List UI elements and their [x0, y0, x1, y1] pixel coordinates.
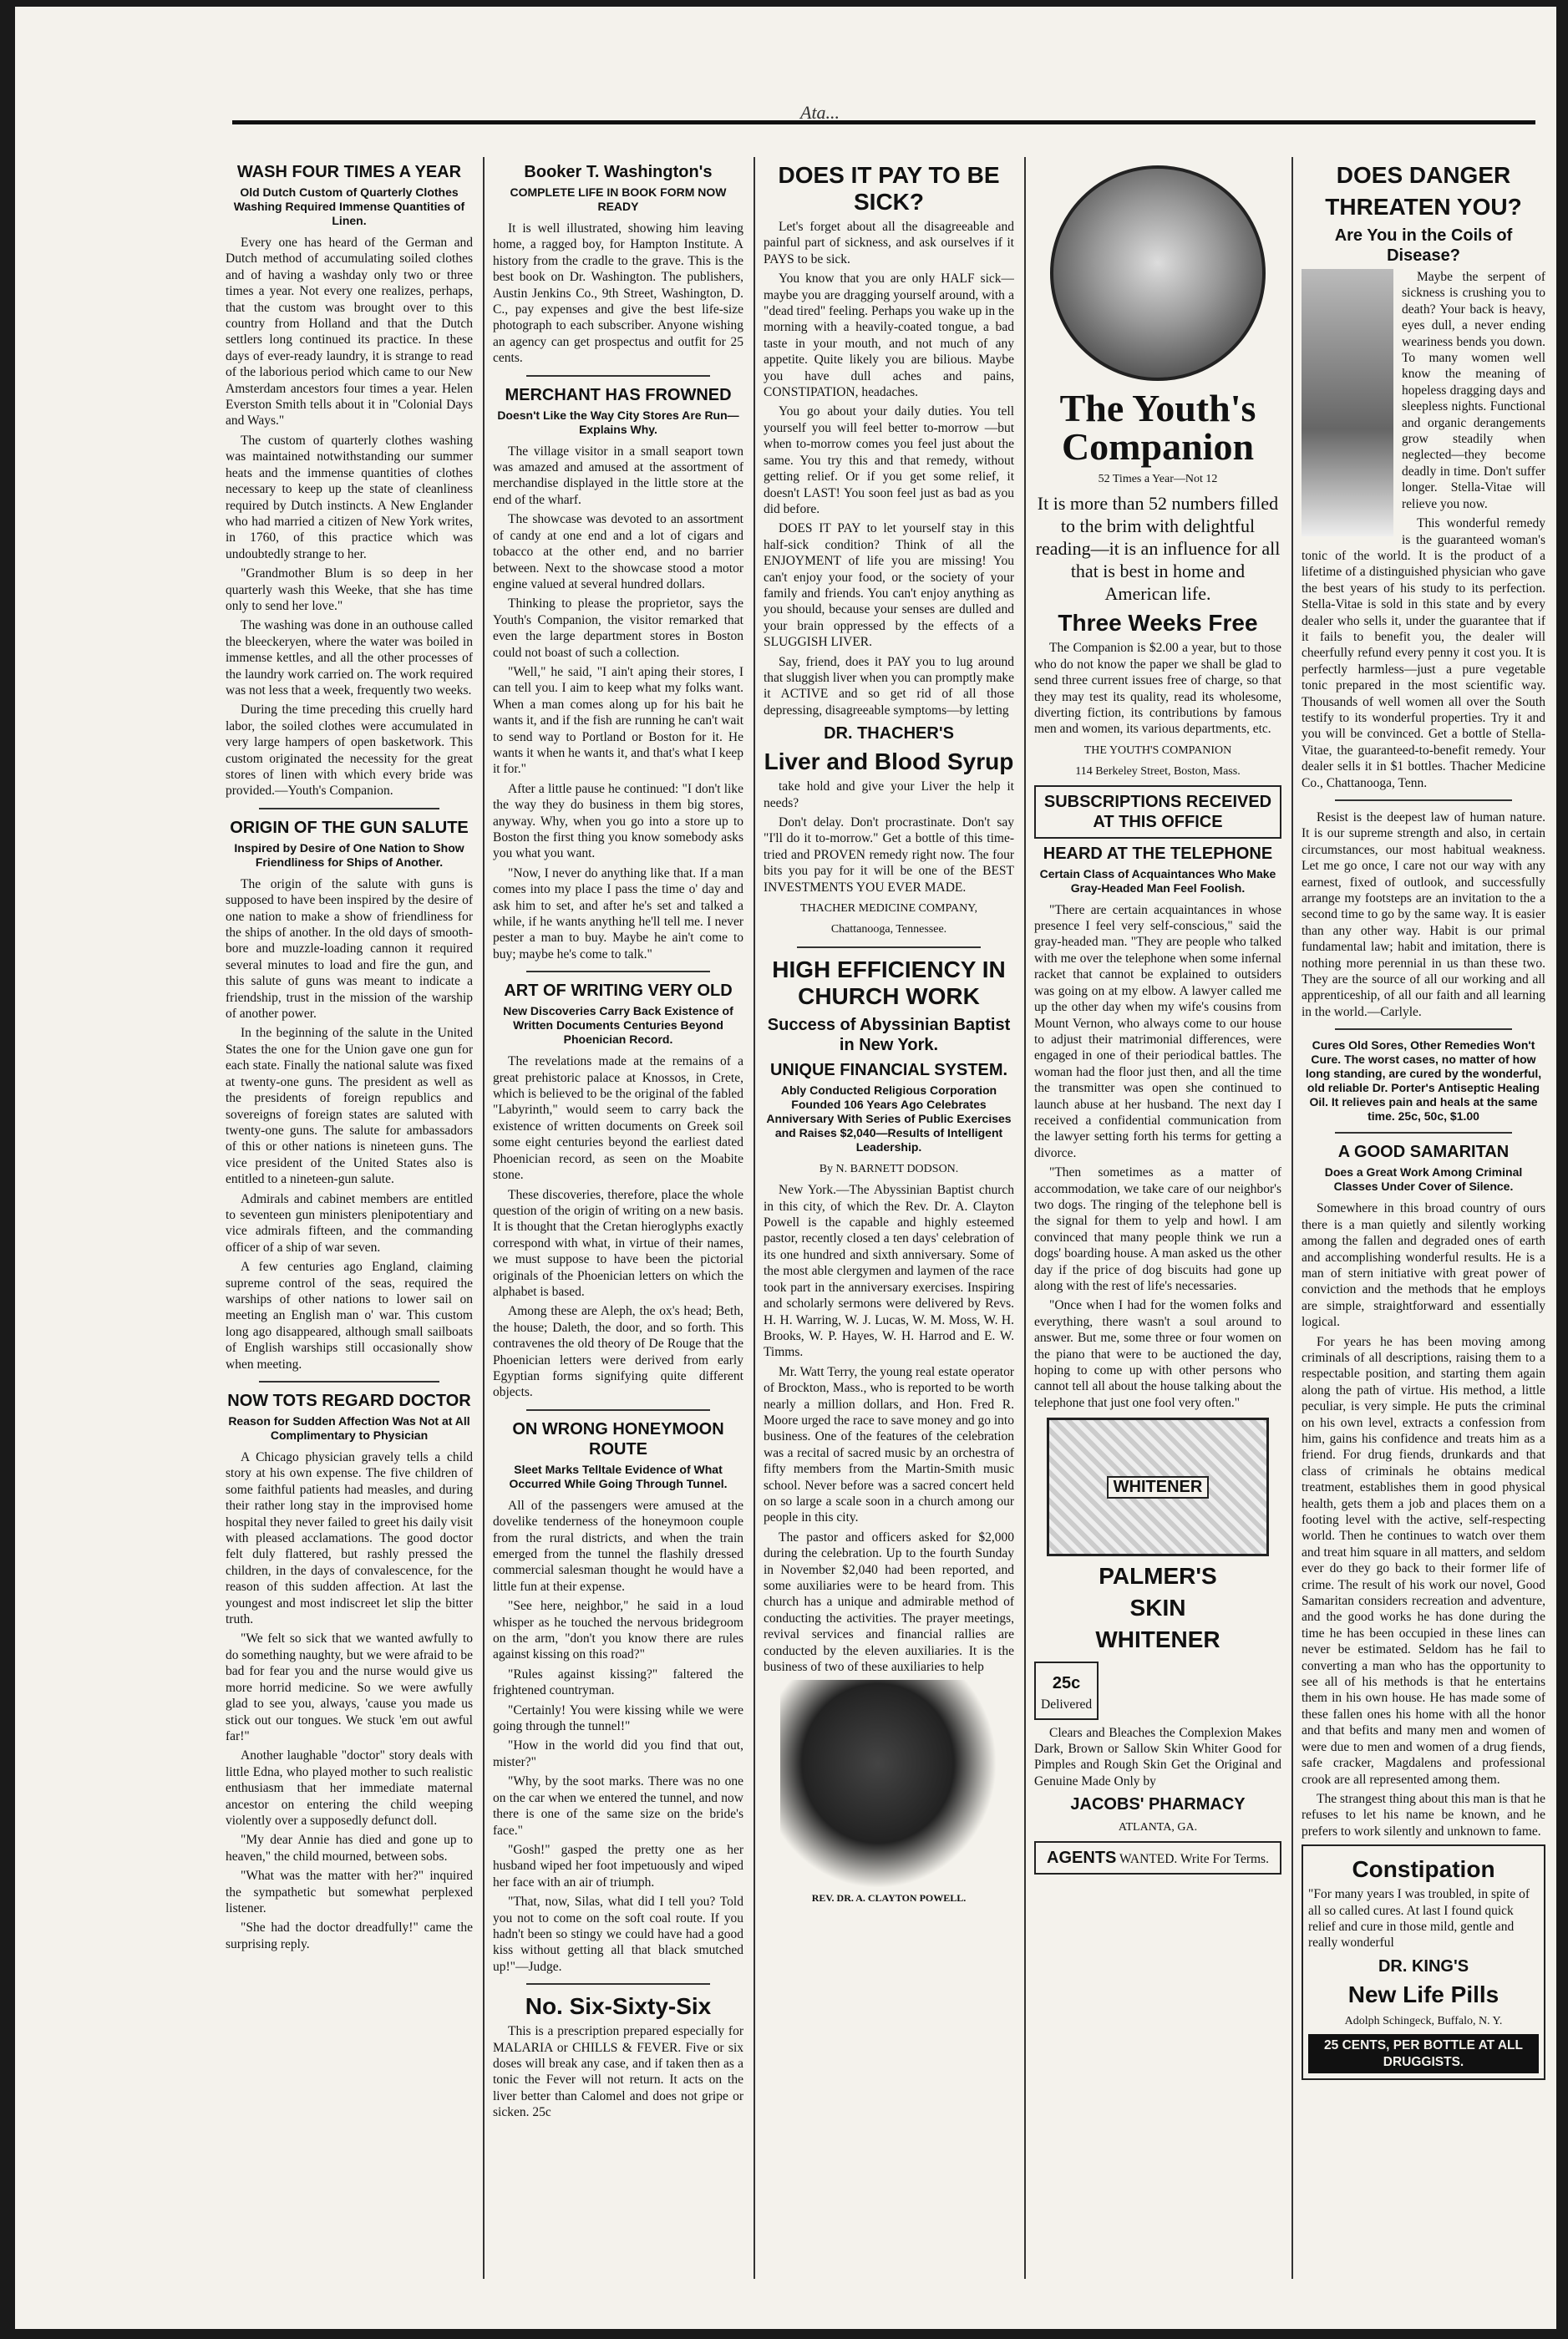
paragraph: "For many years I was troubled, in spite of all so called cures. At last I found quick relief and cure in those mild, gentle and really wonderful — [1308, 1887, 1530, 1951]
byline: By N. BARNETT DODSON. — [819, 1162, 959, 1175]
address: 114 Berkeley Street, Boston, Mass. — [1075, 765, 1241, 779]
paragraph: "We felt so sick that we wanted awfully to do something naughty, but we were afraid to be bad for fear you and the nurse would give us more horrid medicine. So we were awfully glad to see you, always, 'cause you made us stick out our tongues. We stuck 'em out awful far!" — [226, 1631, 473, 1743]
paragraph: DOES IT PAY to let yourself stay in this half-sick condition? Think of all the ENJOYMENT of life you are missing! You can't enjoy your food, or the society of your family and friends. You can't enjoy anything as you should, because your senses are dulled and your brain oppressed by the effects of a SLUGGISH LIVER. — [764, 521, 1014, 650]
paragraph: "That, now, Silas, what did I tell you? Told you not to come on the soft coal route. If you hadn't been so stingy we could have had a good kiss without getting all that black smutched up!"—Judge. — [493, 1895, 743, 1974]
paragraph: Another laughable "doctor" story deals with little Edna, who played mother to such realistic enthusiasm that her immediate maternal ancestor on entering the child weeping violently over a supposedly defunct doll. — [226, 1748, 473, 1828]
paragraph: For years he has been moving among criminals of all descriptions, raising them to a respectable position, and starting them again along the path of virtue. His method, a little peculiar, is very simple. He puts the criminal on his own level, extracts a confession from him, gains his confidence and treats him as a friend. For drug fiends, drunkards and that class of criminals he obtains medical treatment, establishes them in good physical health, gets them a job and places them on a footing level with the active, self-respecting world. Then he continues to watch over them and treat him square in all matters, and seldom ever do they go back to their former life of crime. The result of his work our novel, Good Samaritan considers recreation and adventure, and the good works he has done during the time he has been occupied in these lines can never be estimated. Seldom has he fail to converting a man who has the opportunity to see all of his methods is that he entertains them in his own house. He has made some of these fallen ones his home with all the honor and that befits and many men and women of were due to men and women of a drug fiends, safe cracker, Magdalens and professional crook are all represented among them. — [1302, 1334, 1545, 1787]
subhead-doctor: Reason for Sudden Affection Was Not at All Complimentary to Physician — [228, 1414, 470, 1442]
paragraph: "Why, by the soot marks. There was no one on the car when we entered the tunnel, and now there is one of the same size on the bride's face." — [493, 1774, 743, 1838]
subhead-coils: Are You in the Coils of Disease? — [1334, 226, 1513, 265]
paragraph: Maybe the serpent of sickness is crushing you to death? Your back is heavy, eyes dull, a never ending weariness bends you down. To many women well know the meaning of hopeless dragging days and sleepless nights. Functional and organic derangements grow steadily when neglected—they become deadly in time. Don't suffer longer. Stella-Vitae will relieve you now. — [1402, 270, 1545, 511]
headline-writing: ART OF WRITING VERY OLD — [504, 982, 733, 1001]
column-4 — [1034, 157, 1281, 2279]
divider — [259, 808, 439, 809]
testimonial-author: Adolph Schingeck, Buffalo, N. Y. — [1344, 2014, 1503, 2027]
headline-does-it-pay: DOES IT PAY TO BE SICK? — [778, 162, 1000, 215]
paragraph: Don't delay. Don't procrastinate. Don't say "I'll do it to-morrow." Get a bottle of this time-tried and PROVEN remedy right now. The four bits you pay for it will be one of the BEST INVESTMENTS YOU EVER MADE. — [764, 815, 1014, 895]
paragraph: Say, friend, does it PAY you to lug around that sluggish liver when you can promptly make it ACTIVE and so get rid of all those depressing, disagreeable symptoms—by letting — [764, 654, 1014, 718]
subhead-writing: New Discoveries Carry Back Existence of Written Documents Centuries Beyond Phoenician Record. — [503, 1004, 733, 1047]
brand-whitener: WHITENER — [1095, 1626, 1220, 1653]
paragraph: All of the passengers were amused at the dovelike tenderness of the honeymoon couple from the rural districts, and when the train emerged from the tunnel the flashily dressed commercial salesman thought he would have a little fun at their expense. — [493, 1498, 743, 1594]
write: Write For Terms. — [1180, 1851, 1269, 1866]
paragraph: "Grandmother Blum is so deep in her quarterly wash this Weeke, that she has time only to send her love." — [226, 566, 473, 613]
paragraph: The revelations made at the remains of a great prehistoric palace at Knossos, in Crete, which is believed to be the original of the fabled "Labyrinth," would seem to carry back the existence of written documents on Greek soil some eight centuries beyond the earliest dated Phoenician record, as seen on the Moabite stone. — [493, 1054, 743, 1183]
column-2 — [493, 157, 743, 2279]
paragraph: In the beginning of the salute in the United States the one for the Union gave one gun for each state. Finally the national salute was fixed at twenty-one guns. The president as well as the presidents of foreign republics and sovereigns of foreign states are saluted with twenty-one guns. The salute for ambassadors of this or other nations is nineteen guns. The vice president of the United States also is entitled to a nineteen-gun salute. — [226, 1026, 473, 1187]
agents-box — [1034, 1841, 1281, 1875]
paragraph: A few centuries ago England, claiming supreme control of the seas, required the warships of other nations to lower sail on meeting an English man o' war. This custom long ago disappeared, although small sailboats of English warships still occasionally show when meeting. — [226, 1260, 473, 1372]
paragraph: New York.—The Abyssinian Baptist church in this city, of which the Rev. Dr. A. Clayton Powell is the capable and highly esteemed pastor, recently closed a ten days' celebration of its one hundred and sixth anniversary. Some of the most able clergymen and laymen of the race took part in the anniversary exercises. Inspiring and scholarly sermons were delivered by Revs. H. H. Warring, W. J. Lucas, W. M. Moss, W. H. Brooks, W. P. Hayes, W. H. Harrod and E. W. Timms. — [764, 1183, 1014, 1360]
column-rule — [1024, 157, 1026, 2279]
headline-666: No. Six-Sixty-Six — [525, 1993, 712, 2020]
paragraph: Mr. Watt Terry, the young real estate operator of Brockton, Mass., who is reported to be worth nearly a million dollars, and Hon. Fred R. Moore urged the race to save money and go into business. One of the features of the celebration was a recital of sacred music by an orchestra of fifty members from the Martin-Smith music school. Never before was a sacred concert held on so large a scale soon in a church among our people in this city. — [764, 1364, 1014, 1525]
paragraph: This is a prescription prepared especially for MALARIA or CHILLS & FEVER. Five or six doses will break any case, and if taken then as a tonic the Fever will not return. It acts on the liver better than Calomel and does not gripe or sicken. 25c — [493, 2024, 743, 2120]
paragraph: "There are certain acquaintances in whose presence I feel very self-conscious," said the gray-headed man. "They are people who talked with me over the telephone when some infernal racket that cannot be explained to outsiders was going on at my elbow. A lawyer called me up the other day when my wife's cousins from Mount Vernon, who always come to our house to adjust their matrimonial differences, were engaged in one of their periodical battles. The woman had the floor just then, and all the time the transmitter was open she continued to launch abuse at her husband. The next day I received a confidential communication from the lawyer setting forth his terms for getting a divorce. — [1034, 902, 1281, 1160]
paragraph: Let's forget about all the disagreeable and painful part of sickness, and ask ourselves if it PAYS to be sick. — [764, 220, 1014, 266]
paragraph: "My dear Annie has died and gone up to heaven," the child mourned, between sobs. — [226, 1833, 473, 1864]
city: ATLANTA, GA. — [1118, 1821, 1198, 1834]
headline-samaritan: A GOOD SAMARITAN — [1337, 1143, 1510, 1162]
paragraph: "Gosh!" gasped the pretty one as her husband wiped her foot impetuously and wiped her face with an air of triumph. — [493, 1842, 743, 1890]
wanted: WANTED. — [1119, 1851, 1178, 1866]
paragraph: "Well," he said, "I ain't aping their stores, I can tell you. I aim to keep what my folks want. When a man comes along up for his bait he wants it, and if the fish are running he can't wait to send way to Portland or Boston for it. He wants it when he wants it, and that's what I keep it for." — [493, 664, 743, 777]
subhead-telephone: Certain Class of Acquaintances Who Make Gray-Headed Man Feel Foolish. — [1039, 866, 1276, 895]
column-1 — [226, 157, 473, 2279]
deck-financial: UNIQUE FINANCIAL SYSTEM. — [769, 1060, 1008, 1079]
column-3 — [764, 157, 1014, 2279]
subhead-samaritan: Does a Great Work Among Criminal Classes Under Cover of Silence. — [1324, 1165, 1523, 1194]
paragraph: "See here, neighbor," he said in a loud whisper as he touched the nervous bridegroom on the arm, "don't you know there are rules against kissing on this road?" — [493, 1599, 743, 1662]
brand-dr-kings: DR. KING'S — [1378, 1956, 1469, 1976]
headline-telephone: HEARD AT THE TELEPHONE — [1043, 844, 1273, 863]
paragraph: Among these are Aleph, the ox's head; Beth, the house; Daleth, the door, and so forth. This contravenes the old theory of De Rouge that the Phoenician letters were derived from early Egyptian forms signifying quite different objects. — [493, 1304, 743, 1400]
paragraph: The origin of the salute with guns is supposed to have been inspired by the desire of one nation to make a show of friendliness for the ships of another. In the old days of smooth-bore and muzzle-loading cannon it required several minutes to load and fire the gun, and this salute of guns was meant to indicate a friendship, trust in the mission of the warship of another power. — [226, 876, 473, 1022]
paragraph: take hold and give your Liver the help it needs? — [764, 779, 1014, 810]
brand-skin: SKIN — [1129, 1595, 1186, 1621]
paragraph: "How in the world did you find that out, mister?" — [493, 1738, 743, 1769]
price-band: 25 CENTS, PER BOTTLE AT ALL DRUGGISTS. — [1308, 2034, 1539, 2073]
paragraph: The custom of quarterly clothes washing was maintained notwithstanding our summer heats and the immense quantities of clothes necessary to keep up the state of cleanliness required by Dutch instincts. A New Englander who had married a citizen of New York writes, in 1760, of this practice which was undoubtedly strange to her. — [226, 433, 473, 561]
portrait-caption: REV. DR. A. CLAYTON POWELL. — [811, 1892, 967, 1905]
maker: THACHER MEDICINE COMPANY, — [800, 902, 977, 916]
paragraph: "Now, I never do anything like that. If a man comes into my place I pass the time o' day and ask him to set, and after he's set and talked a while, if he wants anything he'll tell me. I never pester a man to buy. Maybe he ain't come to buy; maybe he's come to talk." — [493, 865, 743, 961]
newspaper-page — [15, 7, 1556, 2329]
subhead-wash: Old Dutch Custom of Quarterly Clothes Washing Required Immense Quantities of Linen. — [233, 185, 465, 227]
column-5 — [1302, 157, 1545, 2279]
paragraph: The village visitor in a small seaport town was amazed and amused at the assortment of merchandise displayed in the little store at the end of the wharf. — [493, 444, 743, 507]
headline-danger-2: THREATEN YOU? — [1325, 194, 1522, 220]
brand-liver-syrup: Liver and Blood Syrup — [764, 748, 1014, 775]
paragraph: These discoveries, therefore, place the whole question of the origin of writing on a new basis. It is thought that the Cretan hieroglyphs exactly correspond with what, in virtue of their names, we must suppose to have been the pictorial originals of the Phoenician letters on which the alphabet is based. — [493, 1187, 743, 1299]
deck-abyssinian: Success of Abyssinian Baptist in New York. — [767, 1015, 1011, 1054]
brand-companion: Companion — [1061, 425, 1255, 468]
paragraph: The Companion is $2.00 a year, but to those who do not know the paper we shall be glad to send three current issues free of charge, so that they may test its quality, read its wholesome, diverting fiction, its contributions by famous men and women, its various departments, etc. — [1034, 641, 1281, 737]
divider — [526, 1983, 710, 1985]
paragraph: Thinking to please the proprietor, says the Youth's Companion, the visitor remarked that even the large department stores in Boston could not boast of such a collection. — [493, 596, 743, 660]
masthead-rule — [232, 102, 1535, 124]
paragraph: A Chicago physician gravely tells a child story at his own expense. The five children of some faithful patients had measles, and during their rather long stay in the improvised home hospital they never failed to greet his daily visit with pleased acclamations. The good doctor felt duly flattered, but rashly pressed the children, in the days of convalescence, for the reason of this sudden affection. At last the youngest and most indiscreet let slip the bitter truth. — [226, 1450, 473, 1627]
subhead-booker: COMPLETE LIFE IN BOOK FORM NOW READY — [510, 185, 727, 213]
divider — [797, 946, 981, 948]
paragraph: The washing was done in an outhouse called the bleeckeryen, where the water was boiled in immense kettles, and all the other processes of the laundry work carried on. The work required was not less that a week, frequently two weeks. — [226, 618, 473, 698]
constipation-ad — [1302, 1844, 1545, 2080]
paragraph: "Once when I had for the women folks and everything, there wasn't a soul around to answer. But me, some three or four women on the piano that were to be auctioned the day, hoping to come up with other persons who cannot tell all about the house talking about the telephone that just one fool very often." — [1034, 1298, 1281, 1410]
city: Chattanooga, Tennessee. — [830, 923, 947, 936]
headline-danger-1: DOES DANGER — [1336, 162, 1511, 188]
subhead-church: Ably Conducted Religious Corporation Founded 106 Years Ago Celebrates Anniversary With Series of Public Exercises and Raises $2,040—Results of Intelligent Leadership. — [766, 1083, 1012, 1154]
headline-gun-salute: ORIGIN OF THE GUN SALUTE — [230, 818, 469, 837]
brand-youths: The Youth's — [1059, 387, 1256, 429]
paragraph: The pastor and officers asked for $2,000 during the celebration. Up to the fourth Sunday in November $2,040 had been reported, and some auxiliaries were to be heard from. This church has a unique and admirable method of conducting the activities. The prayer meetings, revival services and financial rallies are conducted by the eleven auxiliaries. It is the business of two of these auxiliaries to help — [764, 1530, 1014, 1675]
column-rule — [1291, 157, 1293, 2279]
column-rule — [754, 157, 755, 2279]
divider — [1335, 1028, 1512, 1030]
publisher: THE YOUTH'S COMPANION — [1083, 743, 1232, 757]
column-rule — [483, 157, 485, 2279]
paragraph: "Certainly! You were kissing while we were going through the tunnel!" — [493, 1702, 743, 1734]
paragraph: The showcase was devoted to an assortment of candy at one end and a lot of cigars and tobacco at the other end, and no barrier between. Next to the showcase stood a motor engine valued at several hundred dollars. — [493, 512, 743, 591]
box-label: WHITENER — [1107, 1476, 1210, 1499]
paragraph: "She had the doctor dreadfully!" came the surprising reply. — [226, 1920, 473, 1951]
paragraph: You go about your daily duties. You tell yourself you will feel better to-morrow —but when to-morrow comes you feel just about the same. You try this and that remedy, without getting relief. Or if you get some relief, it doesn't LAST! You soon feel just as bad as you did before. — [764, 404, 1014, 516]
agents: AGENTS — [1047, 1848, 1117, 1867]
divider — [1335, 1132, 1512, 1134]
divider — [526, 375, 710, 377]
paragraph: During the time preceding this cruelly hard labor, the soiled clothes were accumulated in very large hampers of open basketwork. This custom originated the necessity for the great stores of linen with which every bride was provided.—Youth's Companion. — [226, 703, 473, 799]
angel-illustration-image — [1302, 269, 1393, 536]
price-box — [1034, 1662, 1099, 1719]
portrait-image — [780, 1680, 997, 1889]
divider — [526, 971, 710, 972]
paragraph: You know that you are only HALF sick—maybe you are dragging yourself around, with a "dead tired" feeling. Perhaps you wake up in the morning with a heavily-coated tongue, a bad taste in your mouth, and not much of any appetite. Quite likely you are bilious. Maybe you have dull aches and pains, CONSTIPATION, headaches. — [764, 271, 1014, 400]
divider — [1335, 799, 1512, 801]
divider — [526, 1409, 710, 1411]
subhead-merchant: Doesn't Like the Way City Stores Are Run—Explains Why. — [497, 408, 739, 436]
subscriptions-box: SUBSCRIPTIONS RECEIVED AT THIS OFFICE — [1034, 785, 1281, 839]
headline-doctor: NOW TOTS REGARD DOCTOR — [227, 1392, 471, 1410]
offer: Three Weeks Free — [1058, 610, 1258, 637]
masthead-scrawl: Ata... — [800, 102, 840, 123]
divider — [259, 1381, 439, 1383]
paragraph: Resist is the deepest law of human nature. It is our supreme strength and also, in certain circumstances, our most habitual weakness. Let me go once, I care not our way with any earnest, fixed of outlook, and successfully arrange my footsteps are an invitation to the a second time to go by the same way. It is easier than any other way. Habit is our primal fundamental law; habit and imitation, there is nothing more perennial in us than these two. They are the source of all our working and all apprenticeship, of all our faith and all learning in the world.—Carlyle. — [1302, 810, 1545, 1019]
paragraph: This wonderful remedy is the guaranteed woman's tonic of the world. It is the product of a lifetime of a distinguished physician who gave the best years of his study to its perfection. Stella-Vitae is sold in this state and by every dealer who sells it, under the guarantee that if it fails to benefit you, the dealer will cheerfully refund every penny it cost you. It is perfectly harmless—just a pure vegetable tonic prepared in the most scientific way. Thousands of well women all over the South testify to its wonderful properties. Try it and you will be convinced. Get a bottle of Stella-Vitae, the guaranteed-to-benefit remedy. Your dealer sells it in $1 bottles. Thacher Medicine Co., Chattanooga, Tenn. — [1302, 516, 1545, 790]
subhead-honeymoon: Sleet Marks Telltale Evidence of What Occurred While Going Through Tunnel. — [509, 1462, 728, 1490]
porter-oil-ad: Cures Old Sores, Other Remedies Won't Cure. The worst cases, no matter of how long standing, are cured by the wonderful, old reliable Dr. Porter's Antiseptic Healing Oil. It relieves pain and heals at the same time. 25c, 50c, $1.00 — [1305, 1038, 1542, 1124]
price: 25c — [1052, 1674, 1081, 1693]
headline-church: HIGH EFFICIENCY IN CHURCH WORK — [772, 956, 1006, 1009]
price-note: Delivered — [1041, 1697, 1093, 1712]
maker: JACOBS' PHARMACY — [1070, 1795, 1246, 1814]
paragraph: The strangest thing about this man is that he refuses to let his name be known, and he prefers to work silently and unknown to fame. — [1302, 1791, 1545, 1839]
paragraph: It is well illustrated, showing him leaving home, a ragged boy, for Hampton Institute. A history from the cradle to the grave. This is the best book on Dr. Washington. The publishers, Austin Jenkins Co., 9th Street, Washington, D. C., pay expenses and give the best life-size photograph to each subscriber. Anyone wishing an agency can get prospectus and outfit for 25 cents. — [493, 221, 743, 366]
brand-palmers: PALMER'S — [1099, 1563, 1217, 1590]
brand-thacher: DR. THACHER'S — [824, 724, 954, 743]
paragraph: "Then sometimes as a matter of accommodation, we take care of our neighbor's two dogs. The ringing of the telephone bell is the signal for them to yelp and howl. I am convinced that many people think we run a dogs' boarding house. A man asked us the other day if the price of dog biscuits had gone up along with the rest of life's necessaries. — [1034, 1165, 1281, 1293]
paragraph: Admirals and cabinet members are entitled to seventeen gun ministers plenipotentiary and vice admirals fifteen, and the commanding officer of a ship of war seven. — [226, 1191, 473, 1255]
paragraph: It is more than 52 numbers filled to the brim with delightful reading—it is an influence for all that is best in home and American life. — [1035, 493, 1281, 605]
headline-constipation: Constipation — [1352, 1856, 1495, 1883]
paragraph: "What was the matter with her?" inquired the sympathetic but somewhat perplexed listener. — [226, 1869, 473, 1915]
tagline: 52 Times a Year—Not 12 — [1098, 473, 1218, 485]
paragraph: "Rules against kissing?" faltered the frightened countryman. — [493, 1667, 743, 1698]
brand-new-life-pills: New Life Pills — [1347, 1981, 1499, 2007]
paragraph: After a little pause he continued: "I don't like the way they do business in them big stores, anyway. Why, when you go into a store up to Boston the first thing you know somebody asks you what you want. — [493, 781, 743, 861]
headline-wash: WASH FOUR TIMES A YEAR — [236, 163, 462, 181]
headline-booker: Booker T. Washington's — [524, 163, 713, 181]
paragraph: Every one has heard of the German and Dutch method of accumulating soiled clothes and of having a washday only two or three times a year. Not every one realizes, perhaps, that the custom was brought over to this country from Holland and that the Dutch settlers long continued its practice. In these days of ever-ready laundry, it is strange to read of the laborious period which came to our New Amsterdam ancestors four times a year. Helen Everston Smith tells about it in "Colonial Days and Ways." — [226, 236, 473, 429]
paragraph: Clears and Bleaches the Complexion Makes Dark, Brown or Sallow Skin Whiter Good for Pimples and Rough Skin Get the Original and Genuine Made Only by — [1034, 1725, 1281, 1788]
subhead-gun-salute: Inspired by Desire of One Nation to Show Friendliness for Ships of Another. — [234, 840, 464, 869]
paragraph: Somewhere in this broad country of ours there is a man quietly and silently working among the fallen and degraded ones of earth and accomplishing wonderful results. He is a man of stern initiative with great power of conviction and the methods that he employs are simple, straightforward and essentially logical. — [1302, 1201, 1545, 1330]
companion-medallion-image — [1050, 165, 1266, 381]
headline-merchant: MERCHANT HAS FROWNED — [505, 385, 732, 404]
skin-whitener-box-image — [1047, 1418, 1269, 1556]
headline-honeymoon: ON WRONG HONEYMOON ROUTE — [512, 1419, 724, 1459]
